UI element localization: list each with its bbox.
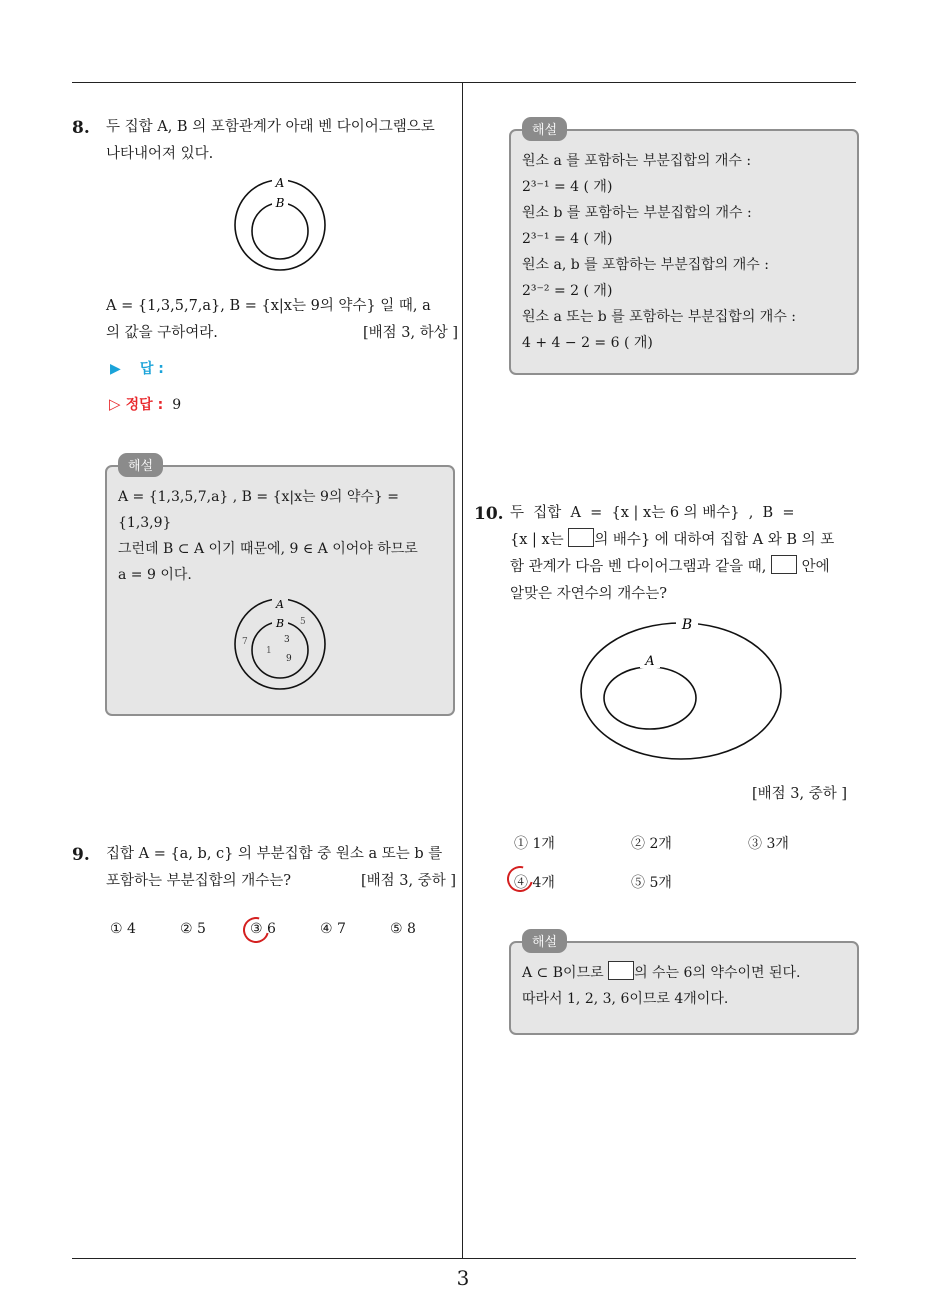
q10-sol-line2: 따라서 1, 2, 3, 6이므로 4개이다. xyxy=(522,991,729,1007)
q9-sol-line6: 2³⁻² = 2 ( 개) xyxy=(522,283,613,299)
q10-choice-3[interactable]: ③ 3개 xyxy=(748,836,789,852)
venn-label-b: B xyxy=(275,196,285,210)
venn-element-1: 1 xyxy=(266,646,272,656)
q9-stem-line1: 집합 A = {a, b, c} 의 부분집합 중 원소 a 또는 b 를 xyxy=(106,846,443,862)
q10-stem-line2b: 의 배수} 에 대하여 집합 A 와 B 의 포 xyxy=(594,532,835,548)
page-number: 3 xyxy=(456,1266,470,1290)
q9-sol-line1: 원소 a 를 포함하는 부분집합의 개수 : xyxy=(522,153,752,169)
q8-solution-tag: 해설 xyxy=(118,453,163,477)
q10-stem-line4: 알맞은 자연수의 개수는? xyxy=(510,586,668,602)
q8-jeongdap-row xyxy=(109,394,181,414)
q10-choice-1[interactable]: ① 1개 xyxy=(514,836,555,852)
venn-element-9: 9 xyxy=(286,654,292,664)
q8-condition xyxy=(106,293,458,347)
q9-choice-4[interactable]: ④ 7 xyxy=(320,921,346,937)
sol-venn-label-b: B xyxy=(275,617,285,630)
q9-score: [배점 3, 중하 ] xyxy=(360,873,456,889)
q10-solution-tag: 해설 xyxy=(522,929,567,953)
q10-stem-line3a: 함 관계가 다음 벤 다이어그램과 같을 때, xyxy=(510,559,771,575)
play-icon: ▶ xyxy=(110,361,121,377)
q8-score: [배점 3, 하상 ] xyxy=(362,325,458,341)
q8-solution-text xyxy=(118,484,440,588)
venn-set-a-circle xyxy=(235,180,325,270)
q9-sol-line7: 원소 a 또는 b 를 포함하는 부분집합의 개수 : xyxy=(522,309,797,325)
q8-condition-line2: 의 값을 구하여라. xyxy=(106,325,218,341)
q10-venn-label-a: A xyxy=(645,654,655,669)
q9-solution-tag: 해설 xyxy=(522,117,567,141)
sol-venn-label-a: A xyxy=(276,598,284,611)
jeongdap-label: 정답 : xyxy=(125,397,164,413)
q8-solution-venn xyxy=(228,596,332,692)
q8-sol-line4: a = 9 이다. xyxy=(118,567,192,583)
q8-stem-line1: 두 집합 A, B 의 포함관계가 아래 벤 다이어그램으로 xyxy=(106,119,435,135)
q9-stem-line2: 포함하는 부분집합의 개수는? xyxy=(106,873,292,889)
q8-sol-line1: A = {1,3,5,7,a} , B = {x|x는 9의 약수} = xyxy=(118,489,400,505)
q8-stem-line2: 나타내어져 있다. xyxy=(106,146,214,162)
q10-blank-box xyxy=(568,528,594,547)
q9-sol-line8: 4 + 4 − 2 = 6 ( 개) xyxy=(522,335,653,351)
q9-number: 9. xyxy=(72,845,90,865)
q10-stem-line3b: 안에 xyxy=(796,559,830,575)
q9-solution-text xyxy=(522,148,848,356)
answer-label: 답 : xyxy=(139,361,164,377)
q10-score: [배점 3, 중하 ] xyxy=(752,786,848,802)
q10-venn-label-b: B xyxy=(681,617,693,633)
q10-blank-box-2 xyxy=(771,555,797,574)
q10-choice-4[interactable]: ④ 4개 xyxy=(514,875,555,891)
jeongdap-value: 9 xyxy=(172,397,182,413)
column-divider xyxy=(462,82,463,1258)
q10-venn-diagram xyxy=(578,612,784,762)
q9-choice-1[interactable]: ① 4 xyxy=(110,921,136,937)
q8-condition-line1: A = {1,3,5,7,a}, B = {x|x는 9의 약수} 일 때, a xyxy=(106,298,431,314)
q8-venn-diagram xyxy=(230,176,330,272)
q9-selected-mark xyxy=(238,912,274,948)
q8-number: 8. xyxy=(72,118,90,138)
q10-stem-line1: 두 집합 A = {x | x는 6 의 배수} , B = xyxy=(510,505,795,521)
q9-choice-2[interactable]: ② 5 xyxy=(180,921,206,937)
q10-sol-line1b: 의 수는 6의 약수이면 된다. xyxy=(634,965,801,981)
q9-choice-5[interactable]: ⑤ 8 xyxy=(390,921,416,937)
q10-sol-blank-box xyxy=(608,961,634,980)
venn-element-5: 5 xyxy=(300,617,306,627)
q10-choice-2[interactable]: ② 2개 xyxy=(631,836,672,852)
q9-sol-line4: 2³⁻¹ = 4 ( 개) xyxy=(522,231,613,247)
venn-set-a-ellipse xyxy=(604,667,696,729)
hollow-play-icon: ▷ xyxy=(109,395,121,413)
q8-sol-line2: {1,3,9} xyxy=(118,515,172,531)
q10-choice-5[interactable]: ⑤ 5개 xyxy=(631,875,672,891)
q8-stem xyxy=(106,114,456,168)
venn-set-b-circle xyxy=(252,203,308,259)
q10-number: 10. xyxy=(474,504,504,524)
venn-set-b-ellipse xyxy=(581,623,781,759)
q9-sol-line2: 2³⁻¹ = 4 ( 개) xyxy=(522,179,613,195)
q9-sol-line5: 원소 a, b 를 포함하는 부분집합의 개수 : xyxy=(522,257,769,273)
q9-choice-3[interactable]: ③ 6 xyxy=(250,921,276,937)
q10-stem xyxy=(510,500,860,608)
q10-sol-line1a: A ⊂ B이므로 xyxy=(522,965,609,981)
q8-answer-row xyxy=(110,358,164,378)
q10-stem-line2a: {x | x는 xyxy=(510,532,569,548)
venn-label-a: A xyxy=(275,176,285,190)
q8-sol-line3: 그런데 B ⊂ A 이기 때문에, 9 ∈ A 이어야 하므로 xyxy=(118,541,418,557)
venn-element-3: 3 xyxy=(284,635,290,645)
q9-sol-line3: 원소 b 를 포함하는 부분집합의 개수 : xyxy=(522,205,752,221)
q10-solution-text xyxy=(522,960,852,1012)
venn-element-7: 7 xyxy=(242,637,248,647)
top-rule xyxy=(72,82,856,83)
bottom-rule xyxy=(72,1258,856,1259)
q9-stem xyxy=(106,841,456,895)
